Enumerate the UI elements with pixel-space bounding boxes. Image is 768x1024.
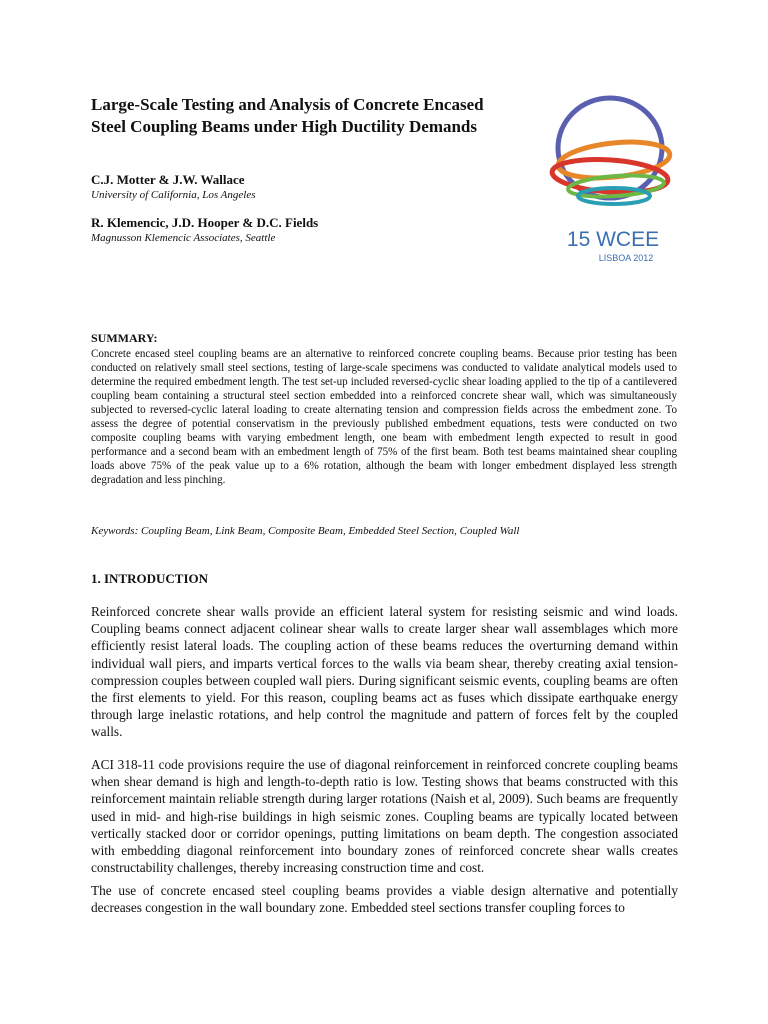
summary-text: Concrete encased steel coupling beams are an alternative to reinforced concrete coupling beams. Because prior testing has been conducted on relatively small steel sections, testing of large-scale specimens was conducted to validate analytical models used to determine the required embedment length. The test set-up included reversed-cyclic shear loading applied to the tip of a cantilevered coupling beam containing a structural steel section embedded into a reinforced concrete shear wall, which was simultaneously subjected to reversed-cyclic lateral loading to create alternating tension and compression fields across the embedment zone. To assess the degree of potential conservatism in the previously published embedment equations, tests were conducted on two composite coupling beams with varying embedment length, one beam with embedment length expected to result in good performance and a second beam with an embedment length of 75% of the first beam. Both test beams maintained shear coupling loads above 75% of the peak value up to a 6% rotation, although the beam with longer embedment displayed less strength degradation and less pinching. xyxy=(91,348,677,486)
affiliation-1: University of California, Los Angeles xyxy=(91,189,256,201)
author-group-2: R. Klemencic, J.D. Hooper & D.C. Fields xyxy=(91,215,319,230)
affiliation-2: Magnusson Klemencic Associates, Seattle xyxy=(91,232,276,244)
summary-heading: SUMMARY: xyxy=(91,331,158,345)
logo-main-text: 15 WCEE xyxy=(566,228,660,251)
intro-paragraph-3: The use of concrete encased steel coupling beams provides a viable design alternative and potentially decreases congestion in the wall boundary zone. Embedded steel sections transfer coupling forces to xyxy=(91,883,678,916)
paper-title: Large-Scale Testing and Analysis of Concrete Encased Steel Coupling Beams under High Ductility Demands xyxy=(91,95,484,136)
author-group-1: C.J. Motter & J.W. Wallace xyxy=(91,172,245,187)
wcee-logo xyxy=(548,94,678,266)
intro-paragraph-2: ACI 318-11 code provisions require the use of diagonal reinforcement in reinforced concrete coupling beams when shear demand is high and length-to-depth ratio is low. Testing shows that beams constructed with this reinforcement maintain reliable strength during larger rotations (Naish et al, 2009). Such beams are frequently used in mid- and high-rise buildings in high seismic zones. Coupling beams are typically located between vertically stacked door or corridor openings, putting limitations on beam depth. The congestion associated with embedding diagonal reinforcement into boundary zones of reinforced concrete shear walls creates constructability challenges, thereby increasing construction time and cost. xyxy=(91,757,678,876)
section-heading-introduction: 1. INTRODUCTION xyxy=(91,571,209,586)
intro-paragraph-1: Reinforced concrete shear walls provide an efficient lateral system for resisting seismic and wind loads. Coupling beams connect adjacent colinear shear walls to create larger shear wall assemblages which more efficiently resist lateral loads. The coupling action of these beams reduces the overturning demand within individual wall piers, and imparts vertical forces to the walls via beam shear, thereby creating axial tension-compression couples between coupled wall piers. During significant seismic events, coupling beams are often the first elements to yield. For this reason, coupling beams act as fuses which dissipate earthquake energy through large inelastic rotations, and help control the magnitude and pattern of forces felt by the coupled walls. xyxy=(91,604,678,740)
keywords: Keywords: Coupling Beam, Link Beam, Composite Beam, Embedded Steel Section, Coupled Wall xyxy=(91,525,520,537)
logo-sub-text: LISBOA 2012 xyxy=(598,253,654,263)
